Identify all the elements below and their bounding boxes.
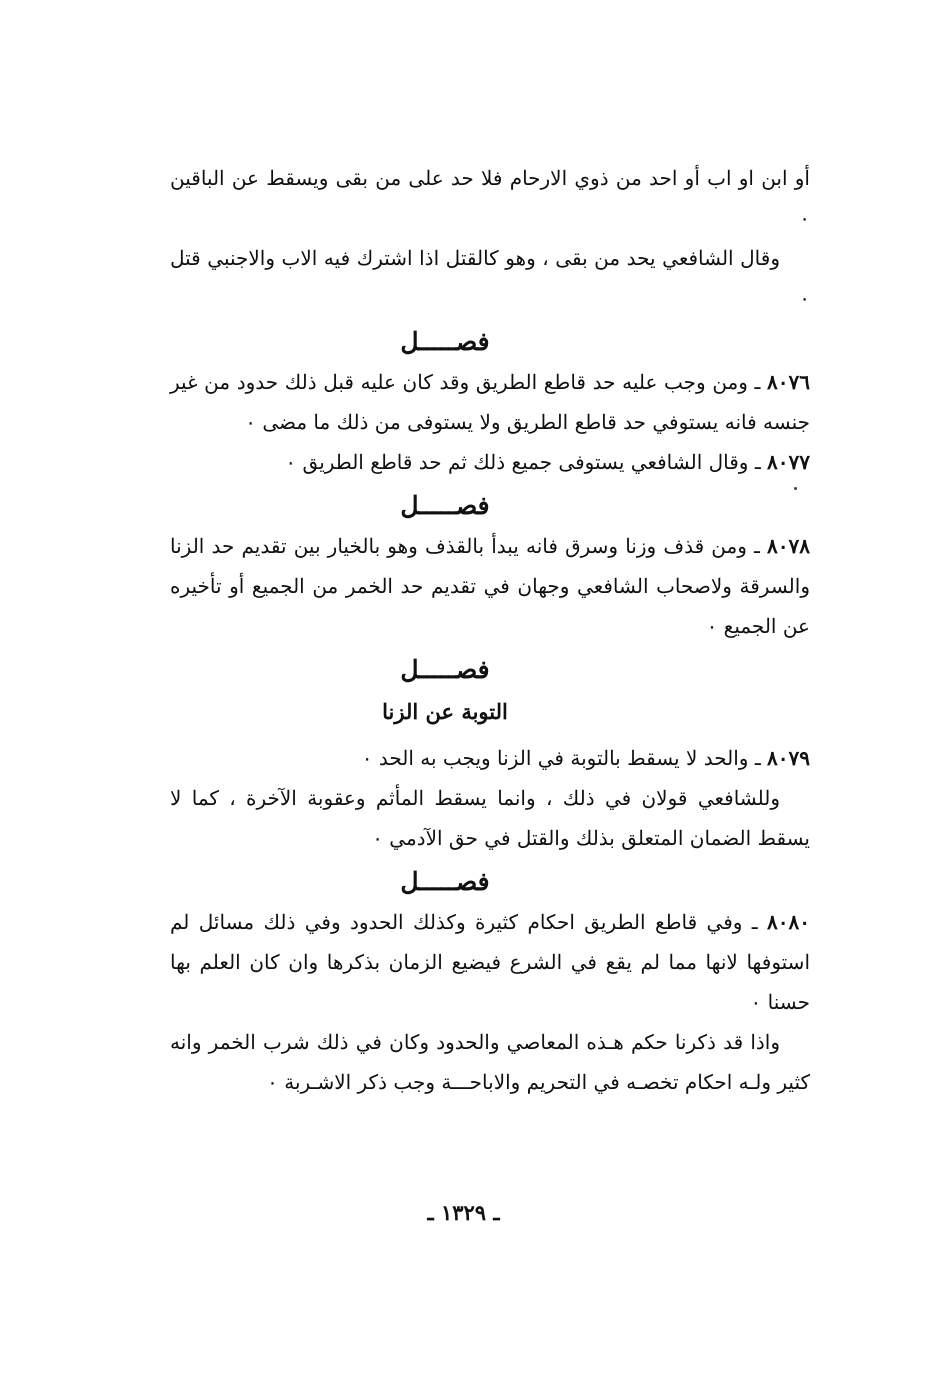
paragraph-continuation: أو ابن او اب أو احد من ذوي الارحام فلا حد على من بقى ويسقط عن الباقين ٠ [170,166,810,230]
section-heading: فصـــــل [400,867,490,896]
issue-text: ـ ومن قذف وزنا وسرق فانه يبدأ بالقذف وهو بالخيار بين تقديم حد الزنا والسرقة ولاصحاب الشافعي وجهان في تقديم حد الخمر من الجميع أو تأخيره عن الجميع ٠ [170,534,810,638]
issue-number: ٨٠٧٨ [767,534,810,558]
section-subtitle: التوبة عن الزنا [382,699,508,724]
issue-text: ـ ومن وجب عليه حد قاطع الطريق وقد كان عليه قبل ذلك حدود من غير جنسه فانه يستوفي حد قاطع الطريق ولا يستوفى من ذلك ما مضى ٠ [170,370,810,434]
issue-8077 [170,442,810,482]
page-body [170,158,810,1102]
issue-number: ٨٠٧٧ [767,450,810,474]
issue-8080 [170,902,810,1022]
issue-8079 [170,738,810,778]
section-heading: فصـــــل [400,491,490,520]
scan-speck [794,487,797,490]
section-heading: فصـــــل [400,655,490,684]
paragraph-shafii-two-views: وللشافعي قولان في ذلك ، وانما يسقط المأثم وعقوبة الآخرة ، كما لا يسقط الضمان المتعلق بذلك والقتل في حق الآدمي ٠ [170,786,810,850]
section-heading: فصـــــل [400,327,490,356]
issue-text: ـ والحد لا يسقط بالتوبة في الزنا ويجب به الحد ٠ [361,746,768,770]
issue-text: ـ وقال الشافعي يستوفى جميع ذلك ثم حد قاطع الطريق ٠ [285,450,768,474]
paragraph-drinks-intro: واذا قد ذكرنا حكم هـذه المعاصي والحدود وكان في ذلك شرب الخمر وانه كثير ولـه احكام تخصـه في التحريم والاباحـــة وجب ذكر الاشـربة ٠ [170,1030,810,1094]
issue-8078 [170,526,810,646]
paragraph-shafii-opinion: وقال الشافعي يحد من بقى ، وهو كالقتل اذا اشترك فيه الاب والاجنبي قتل ٠ [170,246,810,310]
issue-number: ٨٠٧٦ [767,370,810,394]
issue-text: ـ وفي قاطع الطريق احكام كثيرة وكذلك الحدود وفي ذلك مسائل لم استوفها لانها مما لم يقع في الشرع فيضيع الزمان بذكرها وان كان العلم بها حسنا ٠ [170,910,810,1014]
issue-number: ٨٠٧٩ [767,746,810,770]
issue-number: ٨٠٨٠ [767,910,810,934]
page-number: ـ ١٣٢٩ ـ [427,1200,500,1225]
issue-8076 [170,362,810,442]
